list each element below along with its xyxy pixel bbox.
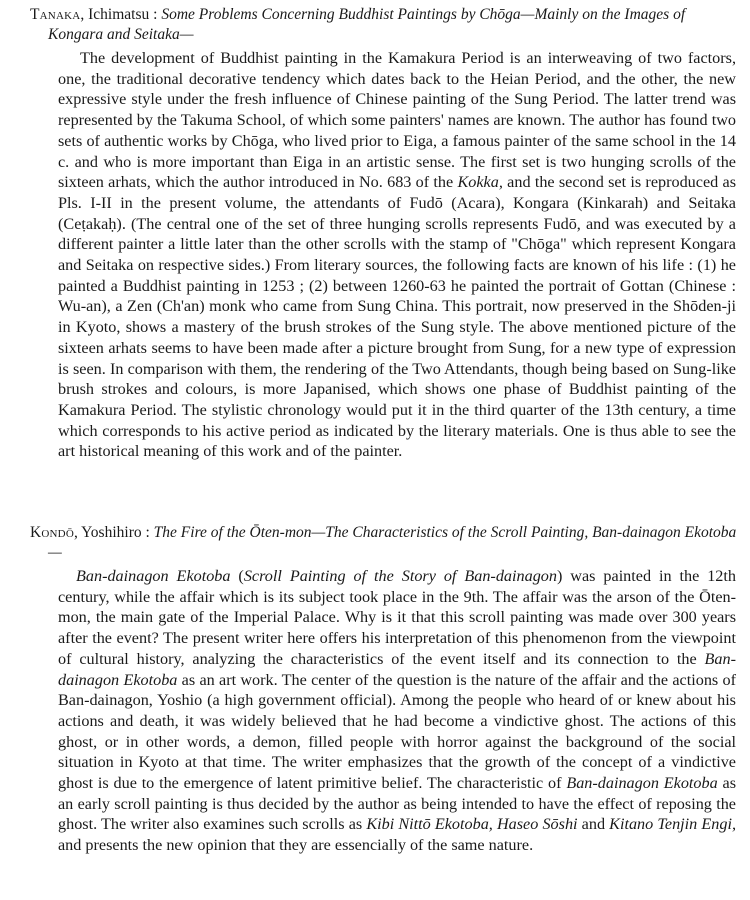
abstract-text: and the second set is reproduced as Pls. I-II in the present volume, the attendants of Fudō (Acara), Kongara (Kinkarah) and Seitaka (Ceṭakaḥ). (The central one of the set of three hunging scrolls represents Fudō, and was executed by a different painter a little later than the other scrolls with the stamp of "Chōga" which represent Kongara and Seitaka on respective sides.) From literary sources, the following facts are known of his life : (1) he painted a Buddhist painting in 1253 ; (2) between 1260-63 he painted the portrait of Gottan (Chinese : Wu-an), a Zen (Ch'an) monk who came from Sung China. This portrait, now preserved in the Shōden-ji in Kyoto, shows a mastery of the brush strokes of the Sung style. The above mentioned picture of the sixteen arhats seems to have been made after a picture brought from Sung, for a new type of expression is seen. In comparison with them, the rendering of the Two Attendants, though being based on Sung-like brush strokes and colours, is more Japanised, which shows one phase of Buddhist painting of the Kamakura Period. The stylistic chronology would put it in the third quarter of the 13th century, a time which corresponds to his active period as indicated by the literary materials. One is thus able to see the art historical meaning of this work and of the painter. xyxy=(58,173,736,461)
abstract-text: The development of Buddhist painting in the Kamakura Period is an interweaving of two factors, one, the traditional decorative tendency which dates back to the Heian Period, and the other, the new expressive style under the fresh influence of Chinese painting of the Sung Period. The latter trend was represented by the Takuma School, of which some painters' names are known. The author has found two sets of authentic works by Chōga, who lived prior to Eiga, a famous painter of the same school in the 14 c. and who is more important than Eiga in an artistic sense. The first set is two hunging scrolls of the sixteen arhats, which the author introduced in No. 683 of the xyxy=(58,49,736,192)
work-title: Ban-dainagon Ekotoba xyxy=(58,649,736,689)
article-title: Some Problems Concerning Buddhist Paintings by Chōga—Mainly on the Images of Kongara and Seitaka— xyxy=(48,6,686,43)
entry-heading xyxy=(30,523,742,563)
work-title: Kibi Nittō Ekotoba, Haseo Sōshi xyxy=(366,815,578,834)
abstract-text: as an art work. The center of the question is the nature of the affair and the actions of Ban-dainagon, Yoshio (a high government official). Among the people who heard of or knew about his actions and death, it was widely believed that he had become a vindictive ghost. The actions of this ghost, or in other words, a demon, filled people with horror against the background of the social situation in Kyoto at that time. The writer emphasizes that the growth of the concept of a vindictive ghost is due to the emergence of latent primitive belief. The characteristic of xyxy=(58,670,736,793)
work-title: Scroll Painting of the Story of Ban-dainagon xyxy=(243,567,557,585)
abstract-entry-tanaka xyxy=(0,5,750,462)
abstract-text: and xyxy=(577,815,610,834)
journal-name-kokka: Kokka, xyxy=(457,173,503,192)
abstract-body xyxy=(58,566,736,856)
abstract-entry-kondo xyxy=(0,523,750,856)
author-family-name: Kondō xyxy=(30,524,74,541)
work-title: Kitano Tenjin Engi, xyxy=(609,815,737,834)
work-title: Ban-dainagon Ekotoba xyxy=(76,567,231,585)
entry-heading xyxy=(30,5,742,45)
abstract-paragraph xyxy=(58,566,736,856)
author-given-name: , Yoshihiro : xyxy=(73,524,154,541)
article-title: The Fire of the Ōten-mon—The Characteristics of the Scroll Painting, Ban-dainagon Ekotoba— xyxy=(48,524,737,561)
abstract-text: and presents the new opinion that they are essencially of the same nature. xyxy=(58,836,534,855)
work-title: Ban-dainagon Ekotoba xyxy=(566,774,718,793)
author-given-name: , Ichimatsu : xyxy=(80,6,162,23)
abstract-paragraph xyxy=(58,48,736,462)
abstract-text: ( xyxy=(230,567,244,585)
author-family-name: Tanaka xyxy=(30,6,81,23)
abstract-body xyxy=(58,48,736,462)
abstract-text: ) was painted in the 12th century, while the affair which is its subject took place in the 9th. The affair was the arson of the Ōten-mon, the main gate of the Imperial Palace. Why is it that this scroll painting was made over 300 years after the event? The present writer here offers his interpretation of this phenomenon from the viewpoint of cultural history, analyzing the characteristics of the event itself and its connection to the xyxy=(58,567,736,668)
abstract-text: as an early scroll painting is thus decided by the author as being intended to have the effect of reposing the ghost. The writer also examines such scrolls as xyxy=(58,774,737,834)
